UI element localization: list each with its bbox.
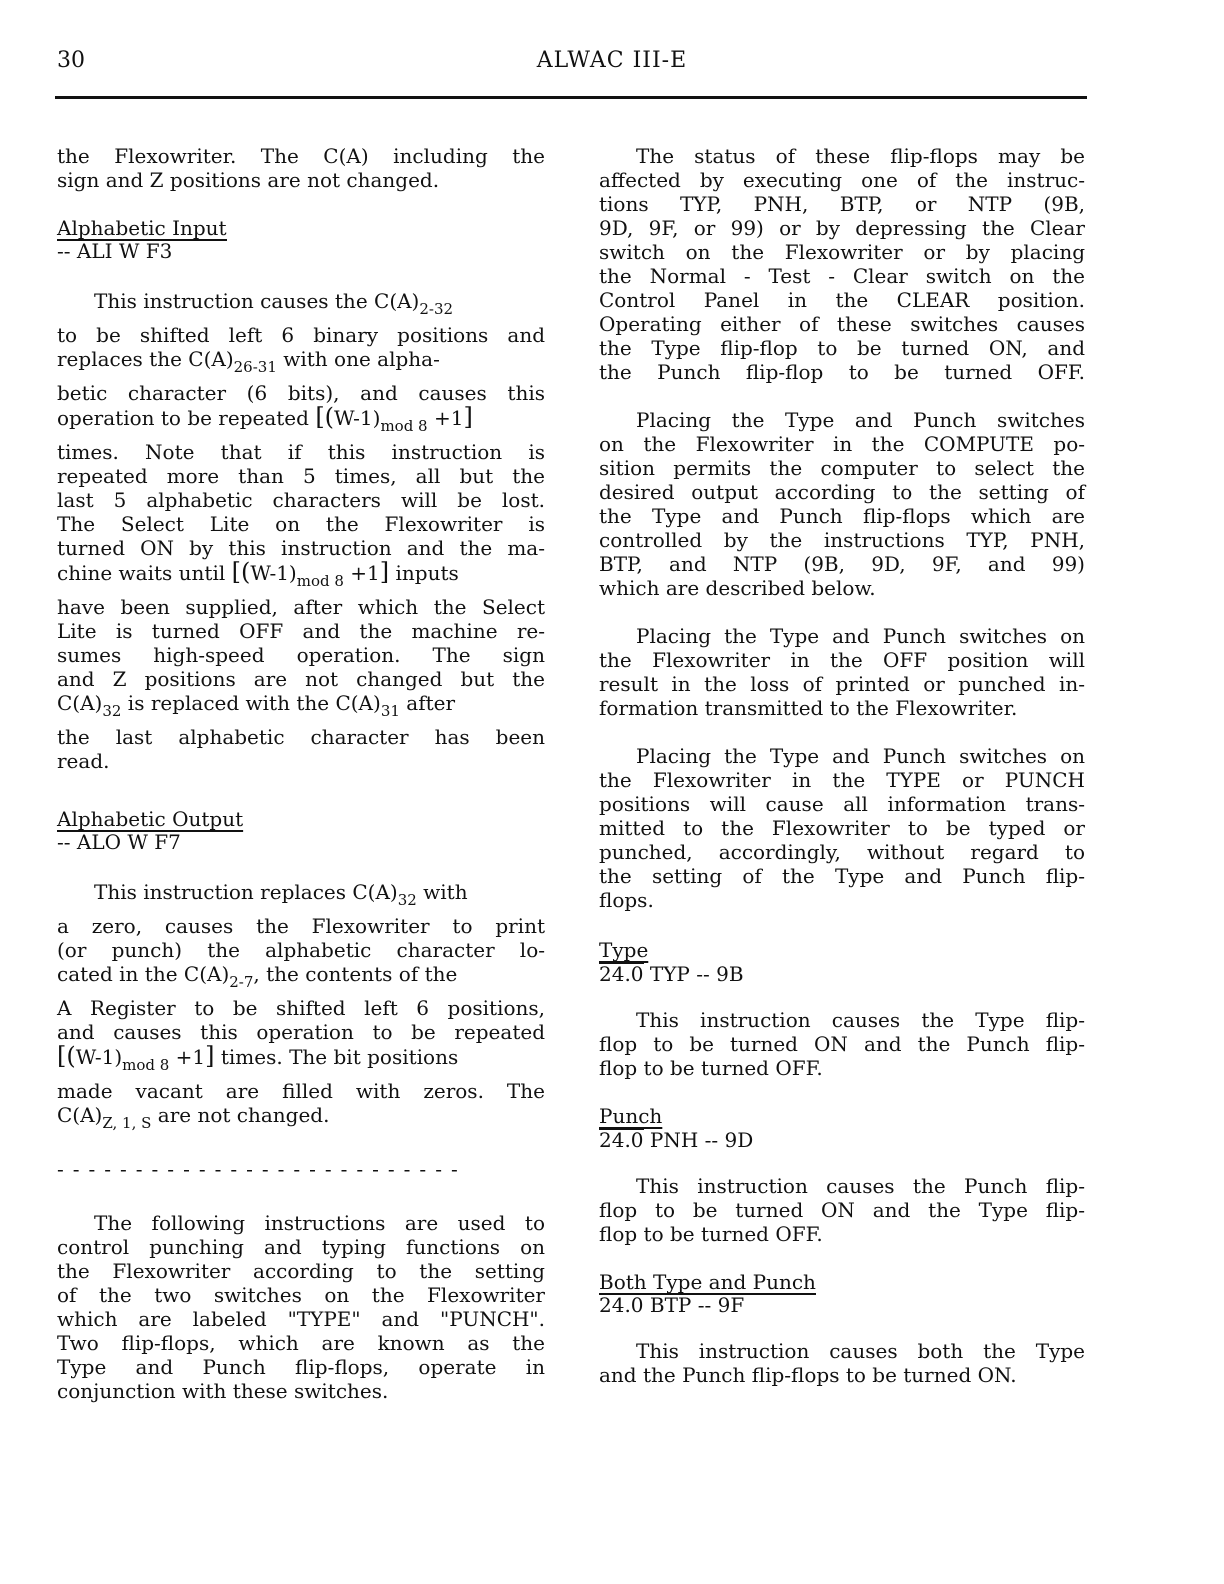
text-line (57, 1042, 545, 1074)
text: +1 (350, 561, 380, 585)
text-line: formation transmitted to the Flexowriter. (599, 696, 1018, 720)
text-line: the setting of the Type and Punch flip- (599, 864, 1085, 888)
subscript: mod 8 (380, 417, 428, 435)
both-type-punch-heading (599, 1270, 816, 1315)
heading-title: Alphabetic Input (57, 216, 227, 240)
text: +1 (175, 1045, 206, 1069)
text-line: 9D, 9F, or 99) or by depressing the Clear (599, 216, 1085, 240)
text-line: Placing the Type and Punch switches on (636, 624, 1085, 648)
bracket: ] (205, 1042, 215, 1070)
text-line: This instruction causes the Punch flip- (636, 1174, 1085, 1198)
text-line (57, 962, 545, 991)
text-line: Placing the Type and Punch switches (636, 408, 1085, 432)
text-line: the Flexowriter. The C(A) including the (57, 144, 545, 168)
text-line: turned ON by this instruction and the ma- (57, 536, 545, 560)
compute-paragraph (599, 408, 1085, 600)
text-line: read. (57, 749, 110, 773)
text: , the contents of the (253, 962, 458, 986)
text: are not changed. (151, 1103, 330, 1127)
text-line: The Select Lite on the Flexowriter is (57, 512, 545, 536)
text: This instruction causes the C(A) (94, 289, 420, 313)
text: is replaced with the C(A) (121, 691, 381, 715)
code-rest: TYP -- 9B (643, 962, 744, 986)
text-line: to be shifted left 6 binary positions and (57, 323, 545, 347)
text-line: and causes this operation to be repeated (57, 1020, 545, 1044)
page-title: ALWAC III-E (536, 48, 688, 73)
text-line (57, 403, 545, 435)
text-line: the Flexowriter in the OFF position will (599, 648, 1085, 672)
section-divider: -------------------------- (57, 1157, 467, 1181)
text-line: sumes high-speed operation. The sign (57, 643, 545, 667)
text-line: Placing the Type and Punch switches on (636, 744, 1085, 768)
text-line: switch on the Flexowriter or by placing (599, 240, 1085, 264)
text-line: times. Note that if this instruction is (57, 440, 545, 464)
subscript: Z, 1, S (102, 1114, 152, 1132)
bracket: [( (231, 558, 251, 586)
punch-description (599, 1174, 1085, 1246)
page-number: 30 (57, 48, 85, 73)
text-line (57, 347, 545, 376)
heading-code (599, 962, 744, 986)
text-line: made vacant are filled with zeros. The (57, 1079, 545, 1103)
code-number: 24.0 (599, 1128, 644, 1152)
text-line: affected by executing one of the instruc- (599, 168, 1085, 192)
subscript: 2-7 (229, 973, 254, 991)
text-line: repeated more than 5 times, all but the (57, 464, 545, 488)
text-line: flop to be turned OFF. (599, 1056, 823, 1080)
text: inputs (389, 561, 459, 585)
text-line: Lite is turned OFF and the machine re- (57, 619, 545, 643)
heading-title: Type (599, 938, 649, 962)
text-line: This instruction causes the Type flip- (636, 1008, 1085, 1032)
following-paragraph (57, 1211, 545, 1403)
subscript: 32 (102, 702, 122, 720)
text-line: the last alphabetic character has been (57, 725, 545, 749)
text: with (416, 880, 468, 904)
subscript: 32 (397, 891, 417, 909)
bracket: [( (57, 1042, 76, 1070)
left-column (57, 144, 545, 1403)
subscript: mod 8 (296, 572, 344, 590)
subscript: mod 8 (122, 1056, 170, 1074)
heading-code: -- ALI W F3 (57, 239, 227, 261)
text-line: conjunction with these switches. (57, 1379, 389, 1403)
subscript: 31 (380, 702, 400, 720)
bracket: [( (315, 403, 335, 431)
heading-code: -- ALO W F7 (57, 830, 243, 852)
off-paragraph (599, 624, 1085, 720)
alphabetic-output-heading (57, 807, 243, 852)
text-line: and Z positions are not changed but the (57, 667, 545, 691)
text-line: A Register to be shifted left 6 positions, (57, 996, 545, 1020)
heading-code: 24.0 BTP -- 9F (599, 1293, 816, 1315)
heading-title: Alphabetic Output (57, 807, 244, 831)
text-line: tions TYP, PNH, BTP, or NTP (9B, (599, 192, 1085, 216)
text-line: sign and Z positions are not changed. (57, 168, 440, 192)
code-number: 24.0 (599, 962, 644, 986)
text-line: controlled by the instructions TYP, PNH, (599, 528, 1085, 552)
bracket: ] (379, 558, 390, 586)
heading-code (599, 1128, 753, 1152)
text-line: Two flip-flops, which are known as the (57, 1331, 545, 1355)
text: with one alpha- (276, 347, 440, 371)
text-line: (or punch) the alphabetic character lo- (57, 938, 545, 962)
text-line: and the Punch flip-flops to be turned ON. (599, 1363, 1017, 1387)
text-line: last 5 alphabetic characters will be lost. (57, 488, 545, 512)
text-line: control punching and typing functions on (57, 1235, 545, 1259)
both-type-punch-description (599, 1339, 1085, 1387)
text-line: betic character (6 bits), and causes this (57, 381, 545, 405)
text: C(A) (57, 1103, 103, 1127)
text: W-1) (334, 406, 381, 430)
type-heading (599, 938, 744, 986)
text-line: Control Panel in the CLEAR position. (599, 288, 1085, 312)
text-line (57, 558, 545, 590)
text: times. The bit positions (214, 1045, 459, 1069)
type-punch-paragraph (599, 744, 1085, 912)
status-paragraph (599, 144, 1085, 384)
code-rest: PNH -- 9D (643, 1128, 754, 1152)
text-line: Operating either of these switches causes (599, 312, 1085, 336)
text-line: flop to be turned ON and the Punch flip- (599, 1032, 1085, 1056)
text-line: which are described below. (599, 576, 876, 600)
text-line: mitted to the Flexowriter to be typed or (599, 816, 1085, 840)
text: W-1) (250, 561, 297, 585)
text-line: result in the loss of printed or punched in- (599, 672, 1085, 696)
text-line: punched, accordingly, without regard to (599, 840, 1085, 864)
alphabetic-output-description (57, 880, 545, 1132)
text-line (57, 880, 545, 909)
subscript: 26-31 (233, 358, 277, 376)
text-line: flop to be turned ON and the Type flip- (599, 1198, 1085, 1222)
text-line: positions will cause all information trans- (599, 792, 1085, 816)
text: operation to be repeated (57, 406, 316, 430)
text-line (57, 1103, 545, 1132)
bracket: ] (463, 403, 473, 431)
text-line: flop to be turned OFF. (599, 1222, 823, 1246)
text-line: which are labeled "TYPE" and "PUNCH". (57, 1307, 545, 1331)
text-line: This instruction causes both the Type (636, 1339, 1085, 1363)
text: W-1) (75, 1045, 123, 1069)
text-line: the Type flip-flop to be turned ON, and (599, 336, 1085, 360)
heading-title: Both Type and Punch (599, 1270, 816, 1294)
text: cated in the C(A) (57, 962, 230, 986)
subscript: 2-32 (419, 300, 454, 318)
text-line: desired output according to the setting of (599, 480, 1085, 504)
text-line: of the two switches on the Flexowriter (57, 1283, 545, 1307)
type-description (599, 1008, 1085, 1080)
header-rule (55, 96, 1087, 99)
text-line: flops. (599, 888, 654, 912)
text-line: the Punch flip-flop to be turned OFF. (599, 360, 1085, 384)
text-line: sition permits the computer to select the (599, 456, 1085, 480)
text: C(A) (57, 691, 103, 715)
text-line (57, 289, 545, 318)
text-line (57, 691, 545, 720)
text-line: The following instructions are used to (94, 1211, 545, 1235)
text: replaces the C(A) (57, 347, 234, 371)
text-line: the Type and Punch flip-flops which are (599, 504, 1085, 528)
text-line: on the Flexowriter in the COMPUTE po- (599, 432, 1085, 456)
intro-paragraph (57, 144, 545, 192)
text: +1 (433, 406, 464, 430)
alphabetic-input-description (57, 289, 545, 773)
text-line: The status of these flip-flops may be (636, 144, 1085, 168)
text-line: the Flexowriter according to the setting (57, 1259, 545, 1283)
text: This instruction replaces C(A) (94, 880, 398, 904)
text-line: have been supplied, after which the Select (57, 595, 545, 619)
text-line: Type and Punch flip-flops, operate in (57, 1355, 545, 1379)
heading-title: Punch (599, 1104, 663, 1128)
alphabetic-input-heading (57, 216, 227, 261)
right-column (599, 144, 1085, 1387)
punch-heading (599, 1104, 753, 1152)
text-line: the Normal - Test - Clear switch on the (599, 264, 1085, 288)
text-line: the Flexowriter in the TYPE or PUNCH (599, 768, 1085, 792)
text: after (399, 691, 456, 715)
text: chine waits until (57, 561, 232, 585)
text-line: a zero, causes the Flexowriter to print (57, 914, 545, 938)
text-line: BTP, and NTP (9B, 9D, 9F, and 99) (599, 552, 1085, 576)
